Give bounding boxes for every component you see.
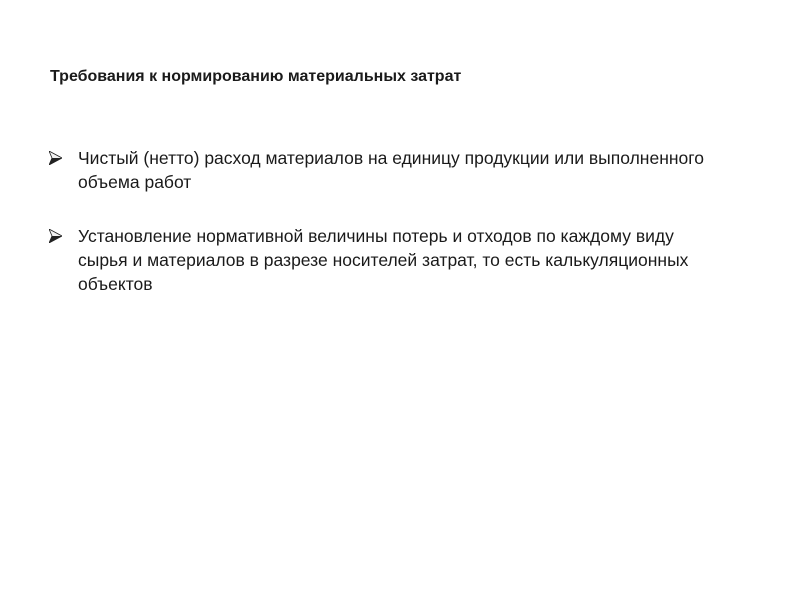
bullet-text: Установление нормативной величины потерь и отходов по каждому виду сырья и материалов в разрезе носителей затрат, то есть калькуляционных объектов (78, 226, 689, 294)
arrowhead-bullet-icon (49, 151, 62, 165)
bullet-text: Чистый (нетто) расход материалов на единицу продукции или выполненного объема работ (78, 148, 704, 192)
slide-title: Требования к нормированию материальных затрат (50, 68, 462, 85)
bullet-list (48, 146, 728, 326)
bullet-item-1 (48, 146, 728, 194)
arrowhead-bullet-icon (49, 229, 62, 243)
bullet-item-2 (48, 224, 728, 296)
